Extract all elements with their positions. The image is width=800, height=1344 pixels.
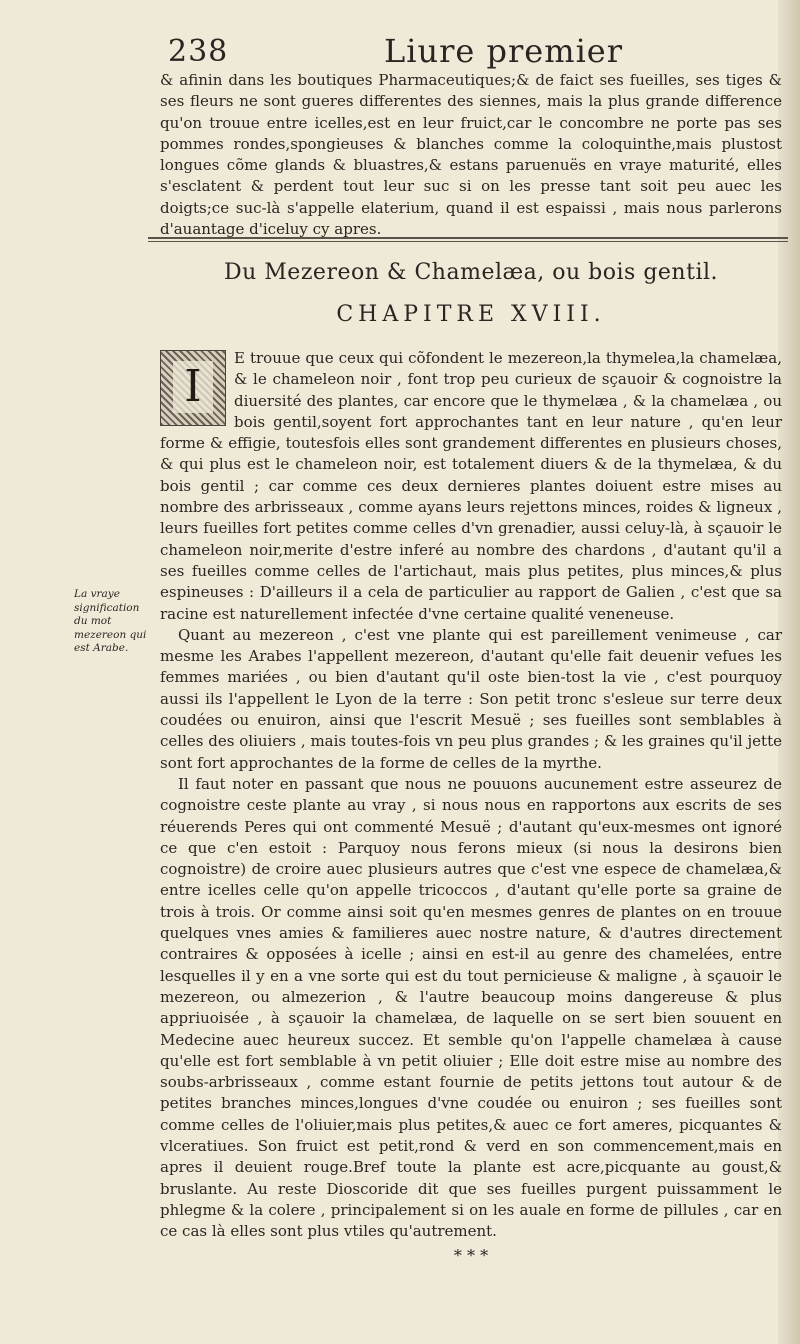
paragraph-2: Quant au mezereon , c'est vne plante qui est pareillement venimeuse , car mesme les Arabes l'appellent mezereon, d'autant qu'elle fait deuenir vefues les femmes mariées , ou bien d'autant qu'il oste bien-tost la vie , c'est pourquoy aussi ils l'appellent le Lyon de la terre : Son petit tronc s'esleue sur terre deux coudées ou enuiron, ainsi que l'escrit Mesuë ; ses fueilles sont semblables à celles des oliuiers , mais toutes-fois vn peu plus grandes ; & les graines qu'il jette sont fort approchantes de la forme de celles de la myrthe. <box>160 625 782 772</box>
intro-text: & afinin dans les boutiques Pharmaceutiques;& de faict ses fueilles, ses tiges & ses fleurs ne sont gueres differentes des siennes, mais la plus grande difference qu'on trouue entre icelles,est en leur fruict,car le concombre ne porte pas ses pommes rondes,spongieuses & blanches comme la coloquinthe,mais plustost longues cõme glands & bluastres,& estans paruenuës en vraye maturité, elles s'esclatent & perdent tout leur suc si on les presse tant soit peu auec les doigts;ce suc-là s'appelle elaterium, quand il est espaissi , mais nous parlerons d'auantage d'iceluy cy apres. <box>160 71 782 239</box>
paragraph-3: Il faut noter en passant que nous ne pouuons aucunement estre asseurez de cognoistre ceste plante au vray , si nous nous en rapportons aux escrits de ses réuerends Peres qui ont commenté Mesuë ; d'autant qu'eux-mesmes ont ignoré ce que c'en estoit : Parquoy nous ferons mieux (si nous la desirons bien cognoistre) de croire auec plusieurs autres que c'est vne espece de chamelæa,& entre icelles celle qu'on appelle tricoccos , d'autant qu'elle porte sa graine de trois à trois. Or comme ainsi soit qu'en mesmes genres de plantes on en trouue quelques vnes amies & familieres auec nostre nature, & d'autres directement contraires & opposées à icelle ; ainsi en est-il au genre des chamelées, entre lesquelles il y en a vne sorte qui est du tout pernicieuse & maligne , à sçauoir le mezereon, ou almezerion , & l'autre beaucoup moins dangereuse & plus appriuoisée , à sçauoir la chamelæa, de laquelle on se sert bien souuent en Medecine auec heureux succez. Et semble qu'on l'appelle chamelæa à cause qu'elle est fort semblable à vn petit oliuier ; Elle doit estre mise au nombre des soubs-arbrisseaux , comme estant fournie de petits jettons tout autour & de petites branches minces,longues d'vne coudée ou enuiron ; ses fueilles sont comme celles de l'oliuier,mais plus petites,& auec ce fort ameres, picquantes & vlceratiues. Son fruict est petit,rond & verd en son commencement,mais en apres il deuient rouge.Bref toute la plante est acre,picquante au goust,& bruslante. Au reste Dioscoride dit que ses fueilles purgent puissamment le phlegme & la colere , principalement si on les auale en forme de pillules , car en ce cas là elles sont plus vtiles qu'autrement. <box>160 774 782 1241</box>
drop-cap-letter: I <box>173 361 213 413</box>
closing-ornament: * * * <box>453 1246 489 1265</box>
divider-rule-thin <box>148 241 788 242</box>
divider-rule <box>148 237 788 239</box>
intro-paragraph <box>160 70 782 240</box>
paragraph-1: E trouue que ceux qui cõfondent le mezereon,la thymelea,la chamelæa, & le chameleon noir , font trop peu curieux de sçauoir & cognoistre la diuersité des plantes, car encore que le thymelæa , & la chamelæa , ou bois gentil,soyent fort approchantes tant en leur nature , qu'en leur forme & effigie, toutesfois elles sont grandement differentes en plusieurs choses, & qui plus est le chameleon noir, est totalement diuers & de la thymelæa, & du bois gentil ; car comme ces deux dernieres plantes doiuent estre mises au nombre des arbrisseaux , comme ayans leurs rejettons minces, roides & ligneux , leurs fueilles fort petites comme celles d'vn grenadier, aussi celuy-là, à sçauoir le chameleon noir,merite d'estre inferé au nombre des chardons , d'autant qu'il a ses fueilles comme celles de l'artichaut, mais plus petites, plus minces,& plus espineuses : D'ailleurs il a cela de particulier au rapport de Galien , c'est que sa racine est naturellement infectée d'vne certaine qualité veneneuse. <box>160 349 782 623</box>
drop-cap-ornament <box>160 350 226 426</box>
marginal-note: La vraye signification du mot mezereon qui est Arabe. <box>74 588 147 654</box>
chapter-title: Du Mezereon & Chamelæa, ou bois gentil. <box>223 260 719 285</box>
chapter-body <box>160 348 782 1242</box>
page-number: 238 <box>168 34 229 69</box>
running-head: Liure premier <box>384 32 624 70</box>
chapter-number: CHAPITRE XVIII. <box>336 302 606 327</box>
